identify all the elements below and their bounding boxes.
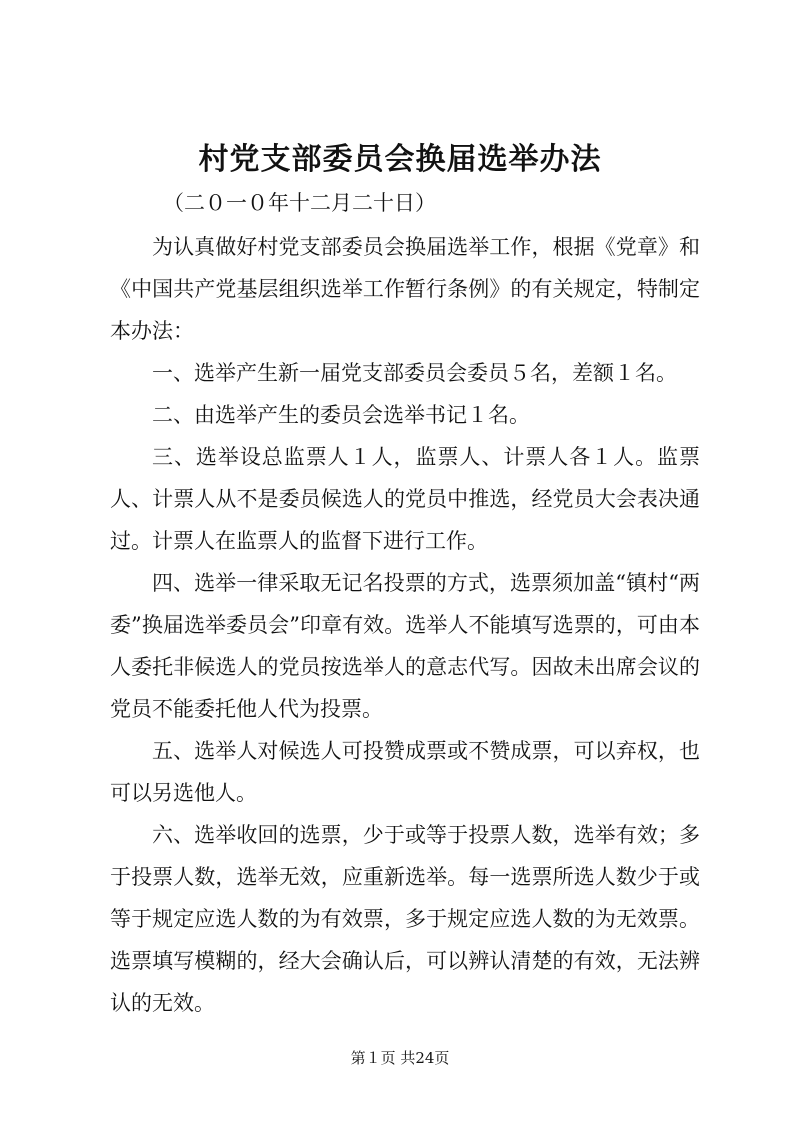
paragraph-article-3: 三、选举设总监票人１人，监票人、计票人各１人。监票人、计票人从不是委员候选人的党员中推选，经党员大会表决通过。计票人在监票人的监督下进行工作。 bbox=[110, 445, 700, 553]
paragraph-intro: 为认真做好村党支部委员会换届选举工作，根据《党章》和《中国共产党基层组织选举工作暂行条例》的有关规定，特制定本办法： bbox=[110, 235, 700, 343]
document-body bbox=[110, 226, 700, 1024]
page-number-footer: 第１页 共24页 bbox=[350, 1049, 450, 1067]
paragraph-article-5: 五、选举人对候选人可投赞成票或不赞成票，可以弃权，也可以另选他人。 bbox=[110, 739, 700, 805]
paragraph-article-1: 一、选举产生新一届党支部委员会委员５名，差额１名。 bbox=[152, 361, 677, 385]
paragraph-article-6: 六、选举收回的选票，少于或等于投票人数，选举有效；多于投票人数，选举无效，应重新选举。每一选票所选人数少于或等于规定应选人数的为有效票，多于规定应选人数的为无效票。选票填写模糊的，经大会确认后，可以辨认清楚的有效，无法辨认的无效。 bbox=[110, 823, 700, 1015]
document-date: （二０一０年十二月二十日） bbox=[163, 191, 436, 215]
paragraph-article-2: 二、由选举产生的委员会选举书记１名。 bbox=[152, 403, 530, 427]
paragraph-article-4: 四、选举一律采取无记名投票的方式，选票须加盖“镇村“两委”换届选举委员会”印章有效。选举人不能填写选票的，可由本人委托非候选人的党员按选举人的意志代写。因故未出席会议的党员不能委托他人代为投票。 bbox=[110, 571, 700, 721]
document-title: 村党支部委员会换届选举办法 bbox=[198, 142, 602, 177]
